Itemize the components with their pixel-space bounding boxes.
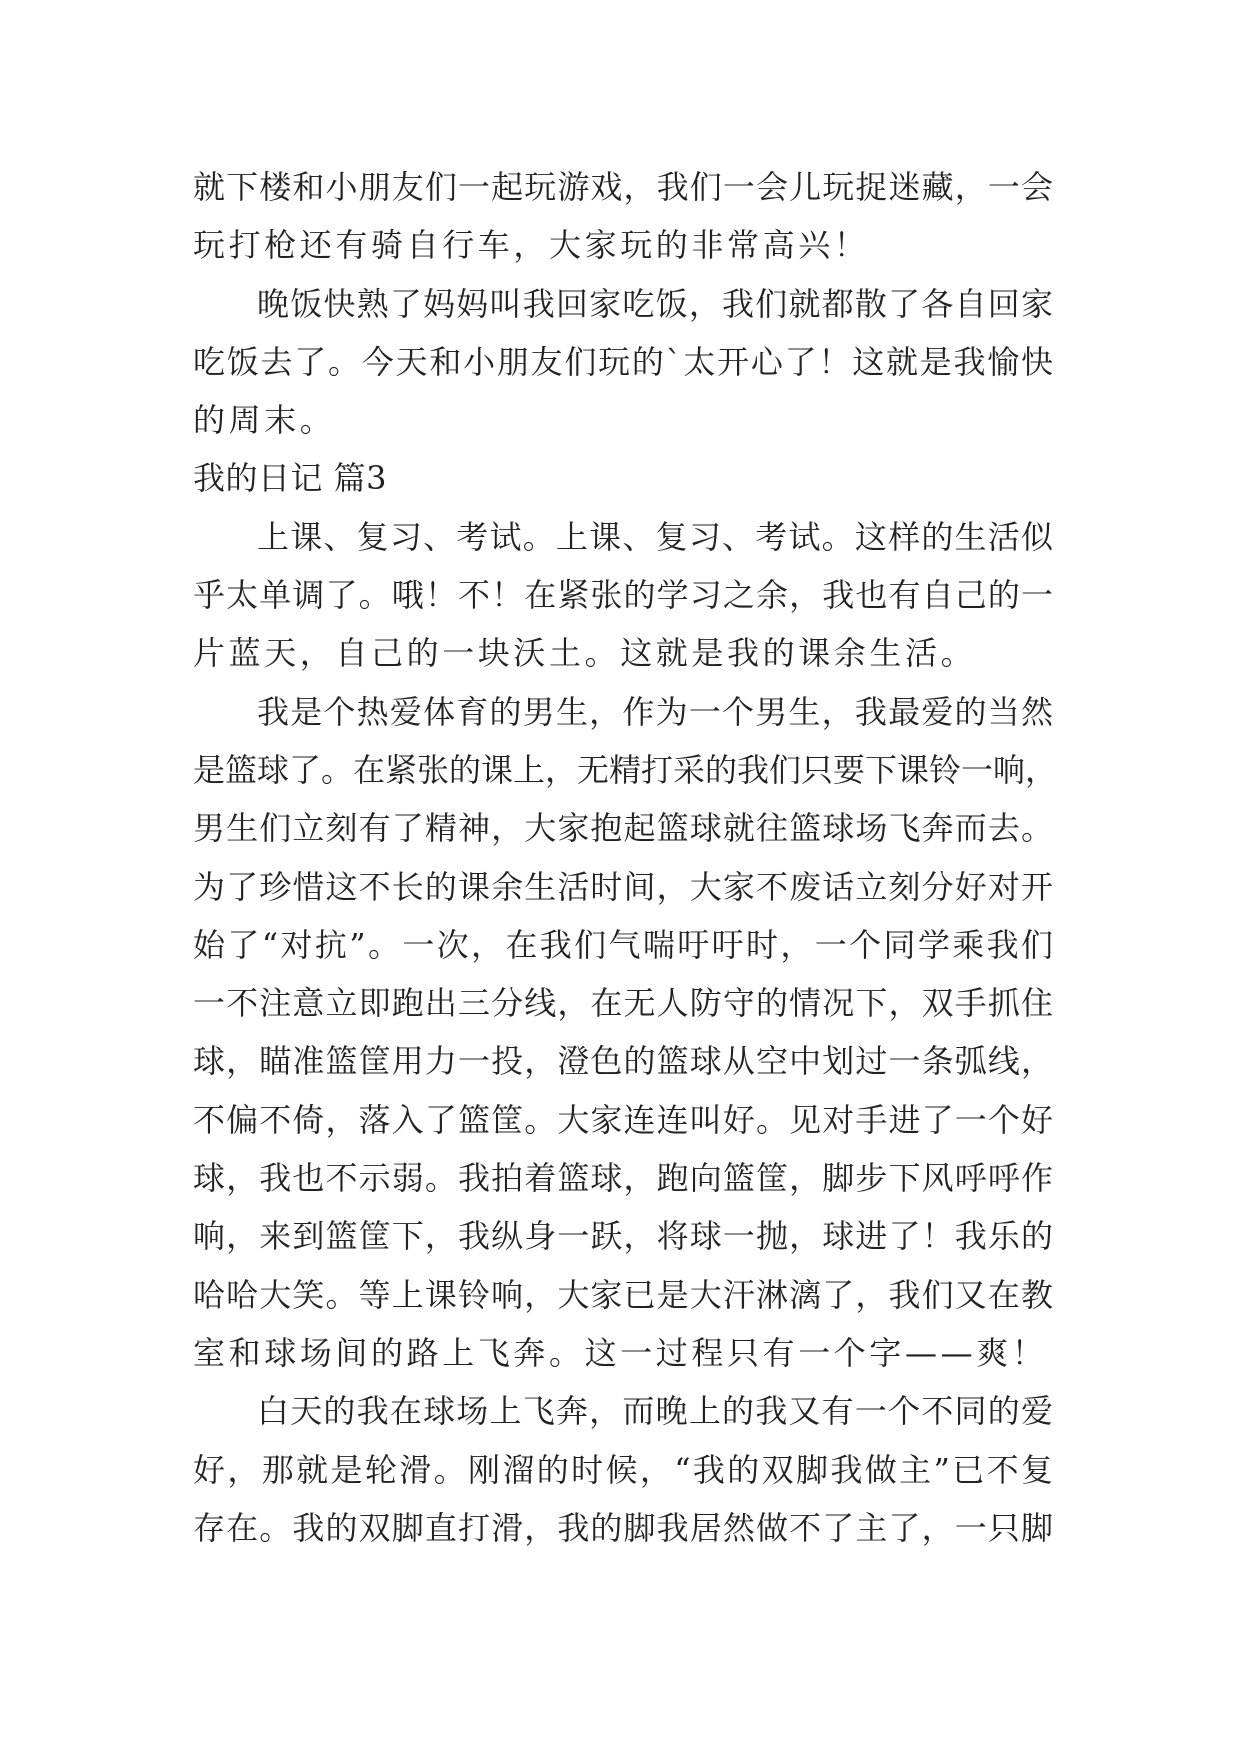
text-line: 室和球场间的路上飞奔。这一过程只有一个字——爽！	[193, 1333, 1048, 1372]
text-line: 就下楼和小朋友们一起玩游戏，我们一会儿玩捉迷藏，一会	[193, 168, 1053, 206]
text-line: 玩打枪还有骑自行车，大家玩的非常高兴！	[193, 226, 870, 265]
text-line: 不偏不倚，落入了篮筐。大家连连叫好。见对手进了一个好	[193, 1100, 1053, 1139]
document-body	[193, 158, 1058, 1557]
text-line: 男生们立刻有了精神，大家抱起篮球就往篮球场飞奔而去。	[193, 809, 1053, 848]
text-line: 始了“对抗”。一次，在我们气喘吁吁时，一个同学乘我们	[193, 925, 1053, 964]
text-line: 片蓝天，自己的一块沃土。这就是我的课余生活。	[193, 634, 977, 673]
text-line: 存在。我的双脚直打滑，我的脚我居然做不了主了，一只脚	[193, 1508, 1053, 1547]
text-line: 是篮球了。在紧张的课上，无精打采的我们只要下课铃一响，	[193, 750, 1058, 789]
text-line: 我是个热爱体育的男生，作为一个男生，我最爱的当然	[257, 692, 1053, 731]
text-line: 吃饭去了。今天和小朋友们玩的`太开心了！这就是我愉快	[193, 342, 1053, 381]
text-line: 白天的我在球场上飞奔，而晚上的我又有一个不同的爱	[257, 1392, 1053, 1431]
text-line: 一不注意立即跑出三分线，在无人防守的情况下，双手抓住	[193, 984, 1053, 1023]
text-line: 球，瞄准篮筐用力一投，澄色的篮球从空中划过一条弧线，	[193, 1042, 1053, 1081]
text-line: 为了珍惜这不长的课余生活时间，大家不废话立刻分好对开	[193, 867, 1053, 906]
section-heading: 我的日记 篇3	[193, 459, 388, 498]
text-line: 响，来到篮筐下，我纵身一跃，将球一抛，球进了！我乐的	[193, 1217, 1053, 1256]
text-line: 上课、复习、考试。上课、复习、考试。这样的生活似	[257, 517, 1053, 556]
text-line: 乎太单调了。哦！不！在紧张的学习之余，我也有自己的一	[193, 576, 1053, 615]
text-line: 晚饭快熟了妈妈叫我回家吃饭，我们就都散了各自回家	[257, 284, 1053, 323]
text-line: 球，我也不示弱。我拍着篮球，跑向篮筐，脚步下风呼呼作	[193, 1159, 1053, 1198]
text-line: 好，那就是轮滑。刚溜的时候，“我的双脚我做主”已不复	[193, 1450, 1053, 1489]
text-line: 哈哈大笑。等上课铃响，大家已是大汗淋漓了，我们又在教	[193, 1275, 1053, 1314]
text-line: 的周末。	[193, 401, 336, 440]
